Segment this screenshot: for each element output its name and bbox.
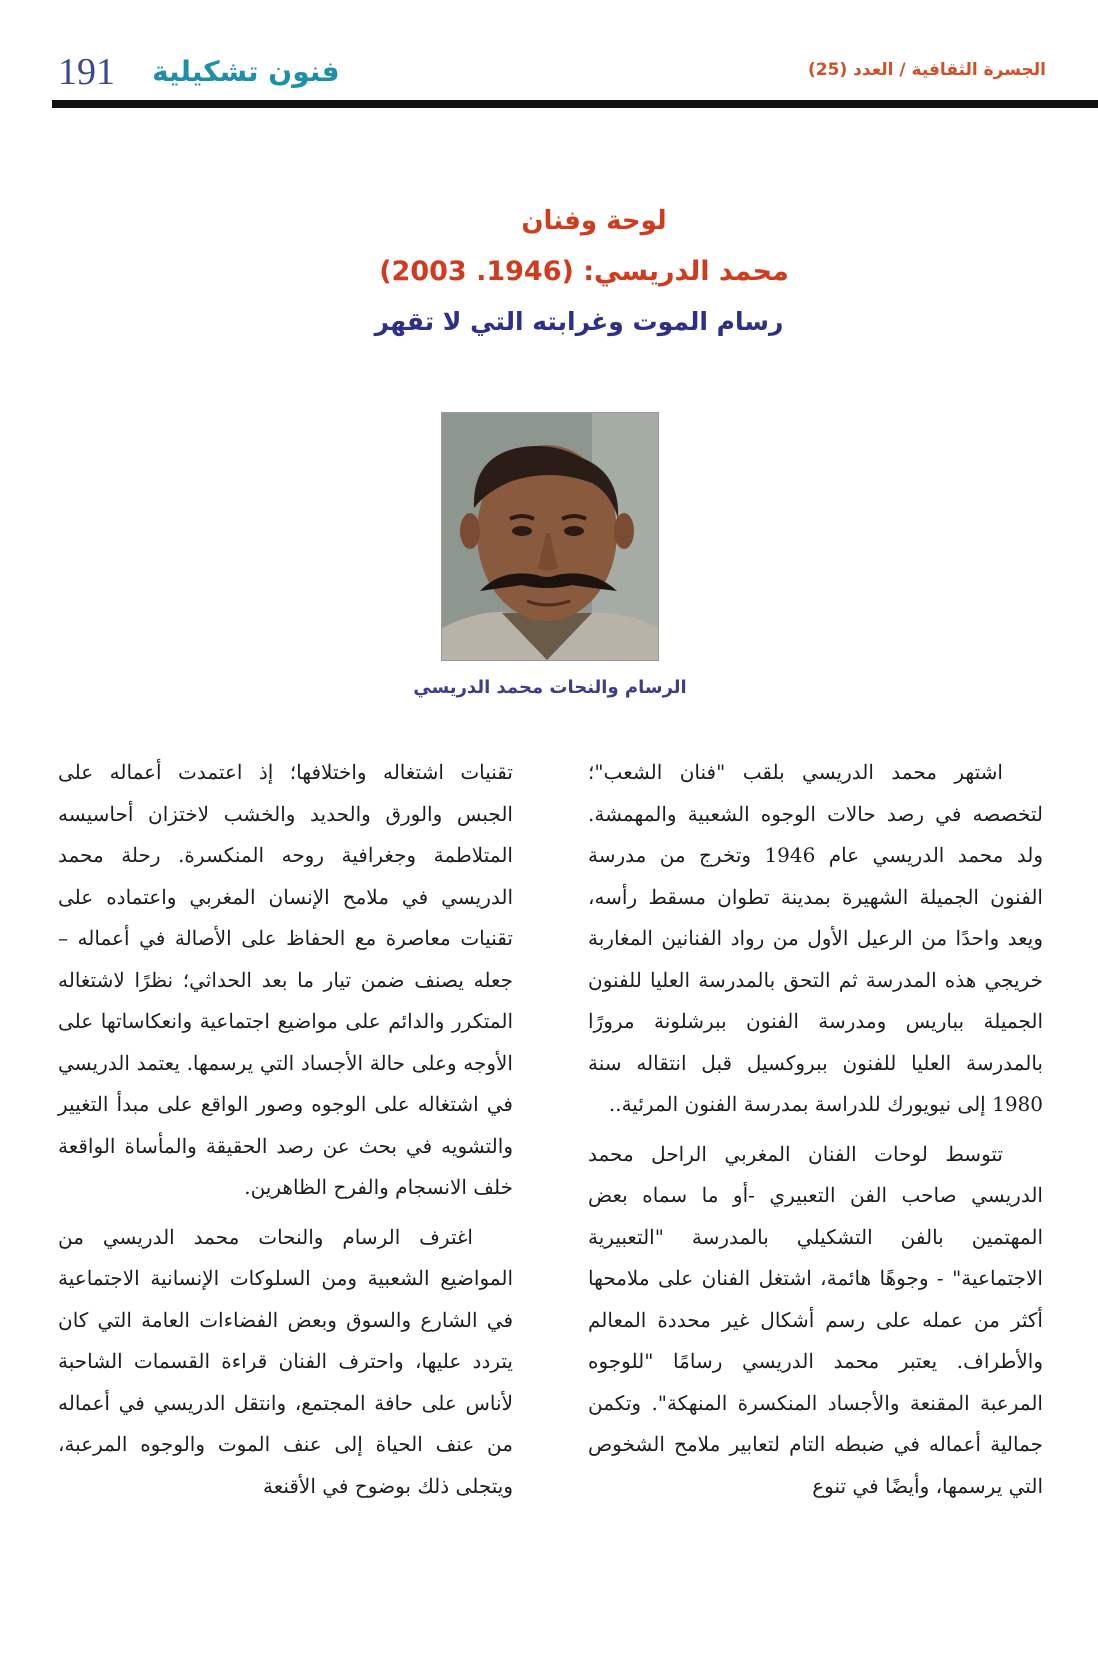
photo-caption: الرسام والنحات محمد الدريسي xyxy=(413,677,687,698)
paragraph: اشتهر محمد الدريسي بلقب "فنان الشعب"؛ لتخصصه في رصد حالات الوجوه الشعبية والمهمشة. ولد محمد الدريسي عام 1946 وتخرج من مدرسة الفنون الجميلة الشهيرة بمدينة تطوان مسقط رأسه، ويعد واحدًا من الرعيل الأول من رواد الفنانين المغاربة خريجي هذه المدرسة ثم التحق بالمدرسة العليا للفنون الجميلة بباريس ومدرسة الفنون ببرشلونة مرورًا بالمدرسة العليا للفنون ببروكسيل قبل انتقاله سنة 1980 إلى نيويورك للدراسة بمدرسة الفنون المرئية.. xyxy=(588,760,1043,1116)
paragraph: تقنيات اشتغاله واختلافها؛ إذ اعتمدت أعماله على الجبس والورق والحديد والخشب لاختزان أحاسيسه المتلاطمة وجغرافية روحه المنكسرة. رحلة محمد الدريسي في ملامح الإنسان المغربي واعتماده على تقنيات معاصرة مع الحفاظ على الأصالة في أعماله – جعله يصنف ضمن تيار ما بعد الحداثي؛ نظرًا لاشتغاله المتكرر والدائم على مواضيع اجتماعية وانعكاساتها على الأوجه وعلى حالة الأجساد التي يرسمها. يعتمد الدريسي في اشتغاله على الوجوه وصور الواقع على مبدأ التغيير والتشويه في بحث عن رصد الحقيقة والمأساة الواقعة خلف الانسجام والفرح الظاهرين. xyxy=(58,760,513,1199)
article-kicker: لوحة وفنان xyxy=(521,206,667,236)
artist-portrait xyxy=(441,412,659,661)
page-number: 191 xyxy=(58,51,115,93)
article-subheadline: رسام الموت وغرابته التي لا تقهر xyxy=(374,307,784,336)
article-column-right xyxy=(588,752,1043,1507)
article-column-left xyxy=(58,752,513,1507)
journal-info: الجسرة الثقافية / العدد (25) xyxy=(808,60,1046,80)
paragraph: اغترف الرسام والنحات محمد الدريسي من المواضيع الشعبية ومن السلوكات الإنسانية الاجتماعية في الشارع والسوق وبعض الفضاءات العامة التي كان يتردد عليها، واحترف الفنان قراءة القسمات الشاحبة لأناس على حافة المجتمع، وانتقل الدريسي في أعماله من عنف الحياة إلى عنف الموت والوجوه المرعبة، ويتجلى ذلك بوضوح في الأقنعة xyxy=(58,1224,513,1498)
header-rule xyxy=(52,100,1098,108)
paragraph: تتوسط لوحات الفنان المغربي الراحل محمد الدريسي صاحب الفن التعبيري -أو ما سماه بعض المهتمين بالفن التشكيلي بالمدرسة "التعبيرية الاجتماعية" - وجوهًا هائمة، اشتغل الفنان على ملامحها أكثر من عمله على رسم أشكال غير محددة المعالم والأطراف. يعتبر محمد الدريسي رسامًا "للوجوه المرعبة المقنعة والأجساد المنكسرة المنهكة". وتكمن جمالية أعماله في ضبطه التام لتعابير ملامح الشخوص التي يرسمها، وأيضًا في تنوع xyxy=(588,1141,1043,1498)
section-title: فنون تشكيلية xyxy=(152,55,340,88)
article-headline: محمد الدريسي: (1946. 2003) xyxy=(379,256,789,287)
article-titles xyxy=(0,206,1098,336)
